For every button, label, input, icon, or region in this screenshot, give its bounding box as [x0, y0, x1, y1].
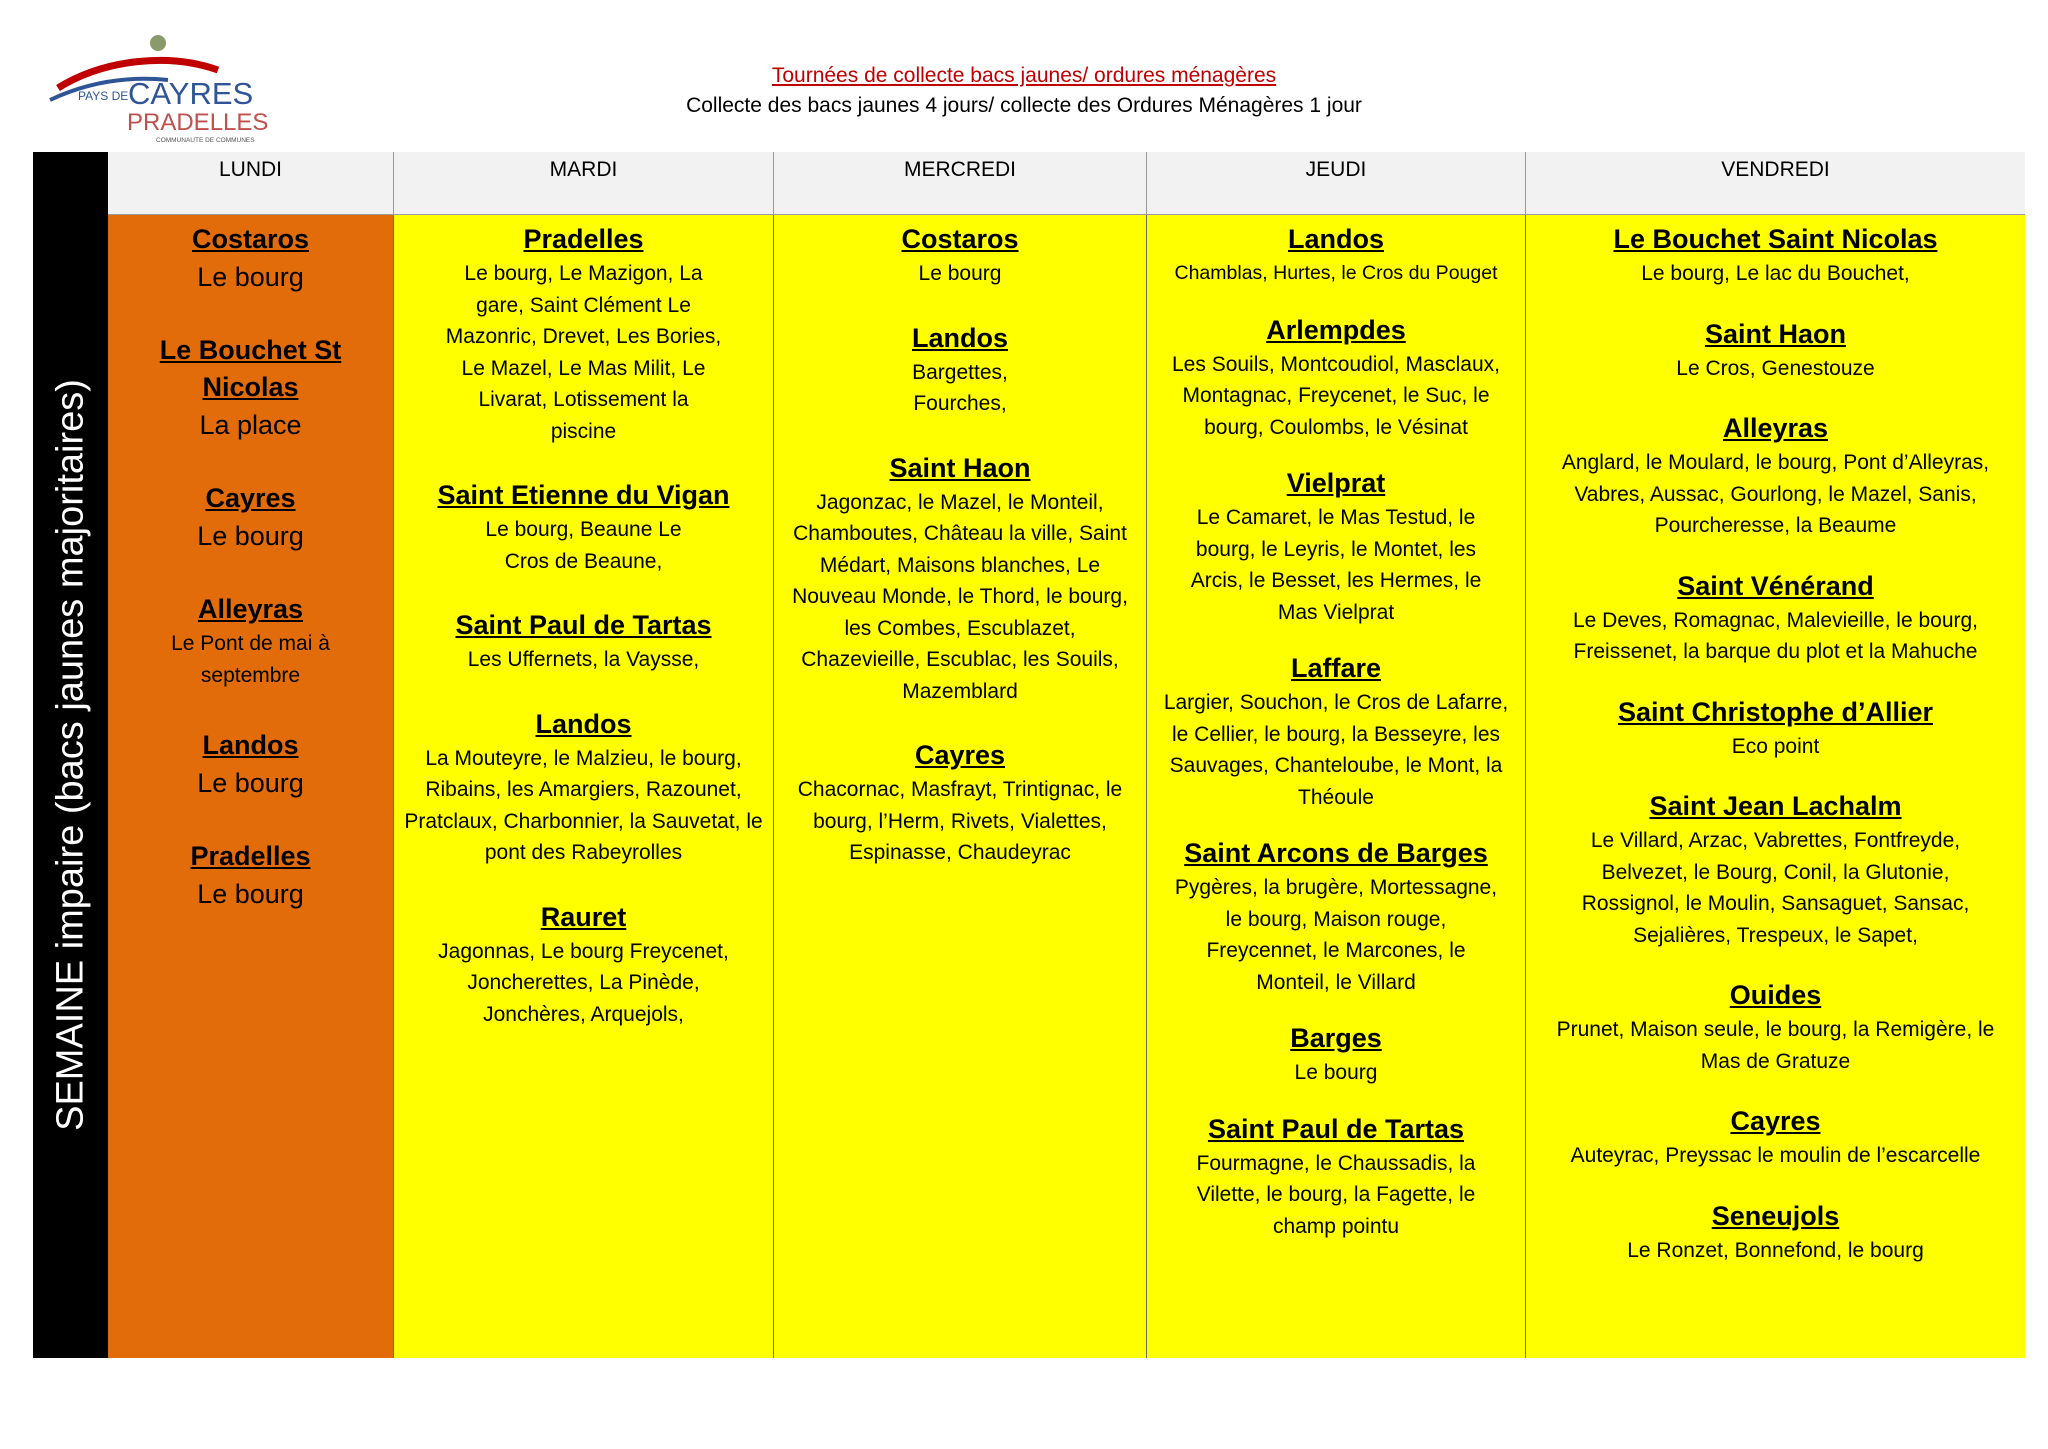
route-entry — [1530, 1198, 2021, 1267]
commune-name: Alleyras — [197, 594, 304, 624]
logo-prefix: PAYS DE — [78, 89, 129, 103]
hamlet-list: Le bourg — [197, 768, 304, 798]
day-header-vendredi: VENDREDI — [1525, 152, 2025, 215]
commune-name: Landos — [1287, 224, 1384, 254]
hamlet-list: Auteyrac, Preyssac le moulin de l’escarcelle — [1570, 1144, 1981, 1167]
schedule-table — [33, 152, 2021, 1358]
commune-name: Laffare — [1290, 653, 1382, 683]
hamlet-list: Les Souils, Montcoudiol, Masclaux, Montagnac, Freycenet, le Suc, le bourg, Coulombs, le Vésinat — [1172, 352, 1500, 439]
route-entry — [1530, 221, 2021, 290]
commune-name: Pradelles — [190, 841, 311, 871]
commune-name: Saint Vénérand — [1677, 570, 1874, 601]
hamlet-list: Eco point — [1731, 734, 1820, 758]
hamlet-list: Fourmagne, le Chaussadis, la Vilette, le bourg, la Fagette, le champ pointu — [1196, 1151, 1476, 1238]
page-subtitle: Collecte des bacs jaunes 4 jours/ collecte des Ordures Ménagères 1 jour — [686, 94, 1362, 117]
commune-name: Landos — [202, 730, 299, 760]
commune-name: Barges — [1290, 1023, 1382, 1053]
route-entry — [112, 332, 389, 444]
route-entry — [398, 607, 769, 676]
logo-subtitle: COMMUNAUTE DE COMMUNES — [156, 137, 255, 144]
hamlet-list: Pygères, la brugère, Mortessagne, le bourg, Maison rouge, Freycennet, le Marcones, le Monteil, le Villard — [1174, 876, 1498, 994]
day-header-mercredi: MERCREDI — [773, 152, 1146, 215]
route-entry — [1151, 312, 1521, 444]
week-label-bar — [33, 152, 108, 1358]
day-column-vendredi — [1525, 215, 2025, 1358]
commune-name: Le Bouchet St Nicolas — [159, 335, 342, 402]
route-entry — [1151, 1020, 1521, 1089]
route-entry — [1151, 221, 1521, 290]
route-entry — [1530, 694, 2021, 763]
commune-name: Landos — [535, 708, 632, 739]
route-entry — [1530, 316, 2021, 385]
commune-name: Arlempdes — [1266, 314, 1406, 345]
route-entry — [112, 221, 389, 296]
hamlet-list: Le Ronzet, Bonnefond, le bourg — [1627, 1238, 1924, 1262]
route-entry — [1151, 650, 1521, 813]
hamlet-list: Le Deves, Romagnac, Malevieille, le bourg, Freissenet, la barque du plot et la Mahuche — [1572, 608, 1979, 663]
commune-name: Saint Haon — [889, 452, 1031, 483]
commune-name: Rauret — [540, 901, 627, 932]
logo-emblem — [150, 35, 166, 51]
commune-name: Cayres — [1730, 1106, 1821, 1136]
commune-name: Costaros — [191, 224, 310, 254]
commune-name: Saint Jean Lachalm — [1649, 791, 1902, 821]
route-entry — [398, 899, 769, 1031]
route-entry — [778, 221, 1142, 290]
hamlet-list: Jagonzac, le Mazel, le Monteil, Chamboutes, Château la ville, Saint Médart, Maisons blanches, Le Nouveau Monde, le Thord, le bourg, les Combes, Escublazet, Chazevieille, Escublac, les Souils, Mazemblard — [792, 490, 1128, 703]
day-column-lundi — [108, 215, 393, 1358]
hamlet-list: Le bourg — [197, 262, 304, 292]
day-column-jeudi — [1146, 215, 1525, 1358]
commune-name: Pradelles — [523, 224, 644, 254]
logo-town: PRADELLES — [127, 109, 269, 136]
route-entry — [1530, 568, 2021, 668]
hamlet-list: Bargettes, Fourches, — [912, 360, 1008, 415]
route-entry — [778, 450, 1142, 708]
day-column-mardi — [393, 215, 773, 1358]
route-entry — [1151, 465, 1521, 628]
hamlet-list: Le bourg, Le Mazigon, La gare, Saint Clément Le Mazonric, Drevet, Les Bories, Le Mazel, Le Mas Milit, Le Livarat, Lotissement la piscine — [445, 262, 722, 443]
route-entry — [1530, 977, 2021, 1077]
route-entry — [112, 838, 389, 913]
route-entry — [398, 477, 769, 577]
commune-name: Saint Paul de Tartas — [455, 610, 712, 640]
hamlet-list: La place — [199, 410, 302, 440]
hamlet-list: Jagonnas, Le bourg Freycenet, Joncherettes, La Pinède, Jonchères, Arquejols, — [438, 939, 729, 1026]
hamlet-list: Largier, Souchon, le Cros de Lafarre, le Cellier, le bourg, la Besseyre, les Sauvages, Chanteloube, le Mont, la Théoule — [1163, 691, 1509, 809]
hamlet-list: Le bourg — [197, 879, 304, 909]
hamlet-list: La Mouteyre, le Malzieu, le bourg, Ribains, les Amargiers, Razounet, Pratclaux, Charbonnier, la Sauvetat, le pont des Rabeyrolles — [404, 746, 763, 864]
commune-name: Saint Paul de Tartas — [1207, 1113, 1465, 1144]
hamlet-list: Les Uffernets, la Vaysse, — [467, 648, 700, 671]
commune-name: Alleyras — [1722, 413, 1829, 443]
route-entry — [778, 320, 1142, 420]
hamlet-list: Anglard, le Moulard, le bourg, Pont d’Alleyras, Vabres, Aussac, Gourlong, le Mazel, Sanis, Pourcheresse, la Beaume — [1561, 451, 1990, 537]
route-entry — [398, 706, 769, 869]
day-header-jeudi: JEUDI — [1146, 152, 1525, 215]
logo-name: CAYRES — [128, 76, 254, 111]
route-entry — [1151, 1111, 1521, 1243]
hamlet-list: Le Camaret, le Mas Testud, le bourg, le Leyris, le Montet, les Arcis, le Besset, les Hermes, le Mas Vielprat — [1190, 506, 1482, 624]
commune-name: Vielprat — [1286, 468, 1386, 498]
route-entry — [1530, 1103, 2021, 1172]
commune-name: Saint Christophe d’Allier — [1617, 696, 1934, 727]
hamlet-list: Le Cros, Genestouze — [1676, 356, 1875, 380]
hamlet-list: Le bourg — [197, 521, 304, 551]
commune-name: Landos — [911, 322, 1008, 353]
commune-name: Saint Etienne du Vigan — [437, 480, 730, 510]
route-entry — [112, 727, 389, 802]
hamlet-list: Le Villard, Arzac, Vabrettes, Fontfreyde, Belvezet, le Bourg, Conil, la Glutonie, Rossignol, le Moulin, Sansaguet, Sansac, Sejalières, Trespeux, le Sapet, — [1581, 829, 1970, 947]
route-entry — [1151, 835, 1521, 998]
day-column-mercredi — [773, 215, 1146, 1358]
hamlet-list: Le bourg, Beaune Le Cros de Beaune, — [485, 518, 682, 573]
commune-name: Seneujols — [1711, 1200, 1840, 1231]
commune-name: Costaros — [901, 224, 1019, 254]
hamlet-list: Le bourg — [1294, 1061, 1378, 1084]
route-entry — [398, 221, 769, 447]
commune-name: Saint Arcons de Barges — [1184, 838, 1488, 868]
hamlet-list: Le bourg — [918, 262, 1002, 285]
page-title: Tournées de collecte bacs jaunes/ ordures ménagères — [771, 64, 1277, 87]
route-entry — [1530, 788, 2021, 951]
week-label: SEMAINE impaire (bacs jaunes majoritaires) — [49, 379, 91, 1131]
hamlet-list: Le Pont de mai à septembre — [171, 632, 330, 687]
route-entry — [112, 591, 389, 691]
commune-name: Cayres — [914, 740, 1006, 770]
hamlet-list: Prunet, Maison seule, le bourg, la Remigère, le Mas de Gratuze — [1556, 1018, 1995, 1073]
day-header-lundi: LUNDI — [108, 152, 393, 215]
logo — [48, 30, 298, 148]
commune-name: Cayres — [205, 483, 296, 513]
commune-name: Ouides — [1729, 980, 1822, 1010]
day-header-mardi: MARDI — [393, 152, 773, 215]
commune-name: Le Bouchet Saint Nicolas — [1613, 224, 1938, 254]
hamlet-list: Chacornac, Masfrayt, Trintignac, le bourg, l’Herm, Rivets, Vialettes, Espinasse, Chaudeyrac — [797, 778, 1123, 864]
route-entry — [1530, 410, 2021, 542]
logo-graphic — [48, 30, 298, 148]
hamlet-list: Le bourg, Le lac du Bouchet, — [1641, 262, 1910, 285]
commune-name: Saint Haon — [1704, 318, 1846, 349]
route-entry — [778, 737, 1142, 869]
hamlet-list: Chamblas, Hurtes, le Cros du Pouget — [1174, 262, 1498, 284]
route-entry — [112, 480, 389, 555]
